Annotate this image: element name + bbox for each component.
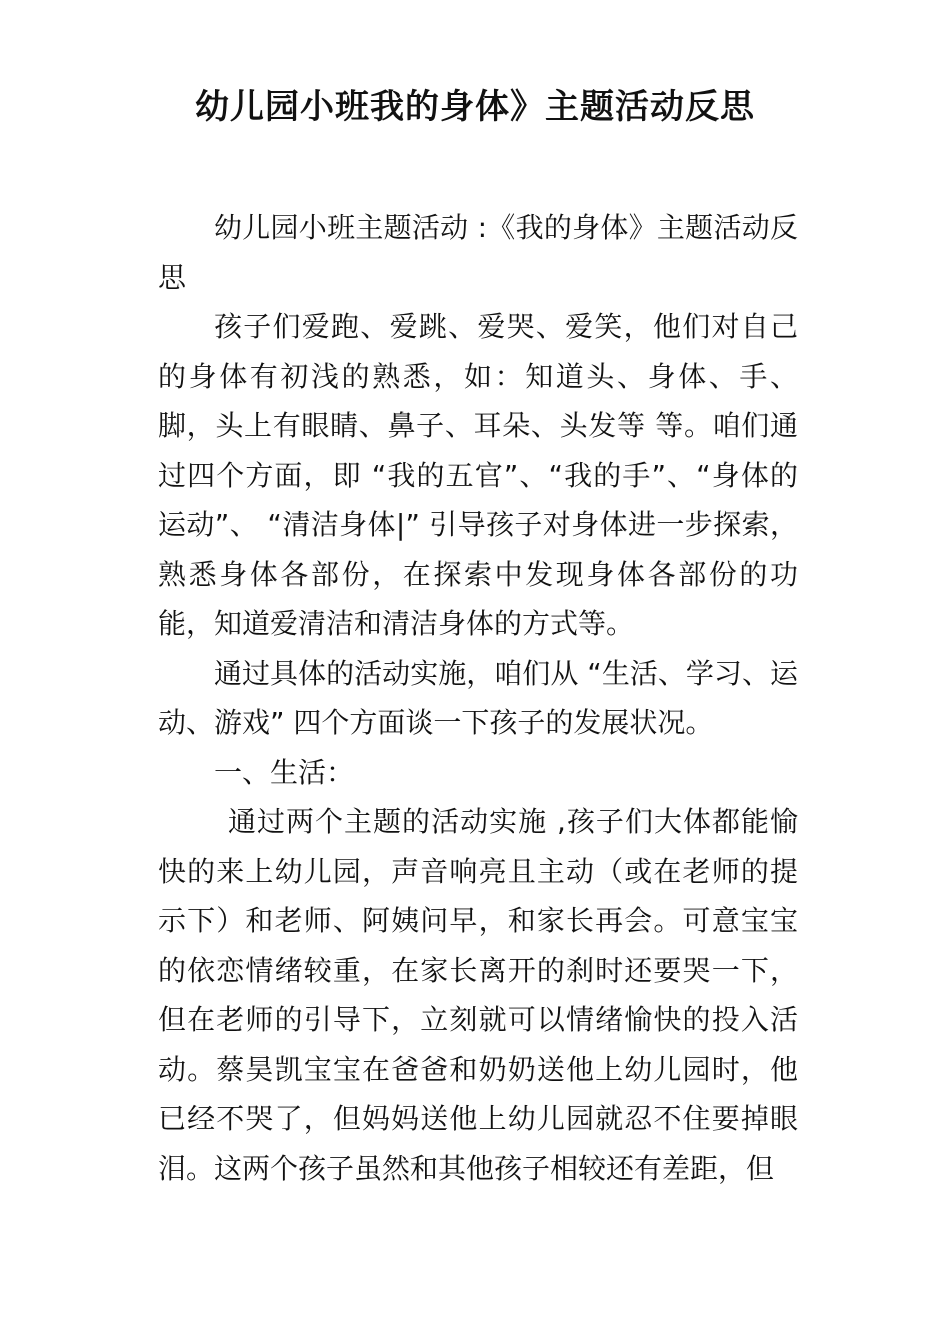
document-body — [158, 203, 798, 1193]
document-title: 幼儿园小班我的身体》主题活动反思 — [195, 87, 755, 127]
paragraph-children-body: 孩子们爱跑、爱跳、爱哭、爱笑，他们对自己的身体有初浅的熟悉，如：知道头、身体、手、脚，头上有眼睛、鼻子、耳朵、头发等 等。咱们通过四个方面，即 “我的五官”、“我的手”、“身体的运动”、 “清洁身体|” 引导孩子对身体进一步探索，熟悉身体各部份，在探索中发现身体各部份的功能，知道爱清洁和清洁身体的方式等。 — [158, 310, 798, 640]
paragraph-intro: 幼儿园小班主题活动 :《我的身体》主题活动反思 — [158, 211, 798, 294]
paragraph-activity-overview: 通过具体的活动实施，咱们从 “生活、学习、运动、游戏” 四个方面谈一下孩子的发展状况。 — [158, 656, 798, 739]
section-heading-life: 一、生活： — [214, 755, 355, 789]
paragraph-life-details: 通过两个主题的活动实施 ,孩子们大体都能愉快的来上幼儿园，声音响亮且主动（或在老师的提示下）和老师、阿姨问早，和家长再会。可意宝宝的依恋情绪较重，在家长离开的刹时还要哭一下，但在老师的引导下，立刻就可以情绪愉快的投入活动。蔡昊凯宝宝在爸爸和奶奶送他上幼儿园时，他已经不哭了，但妈妈送他上幼儿园就忍不住要掉眼泪。这两个孩子虽然和其他孩子相较还有差距，但 — [158, 805, 798, 1185]
